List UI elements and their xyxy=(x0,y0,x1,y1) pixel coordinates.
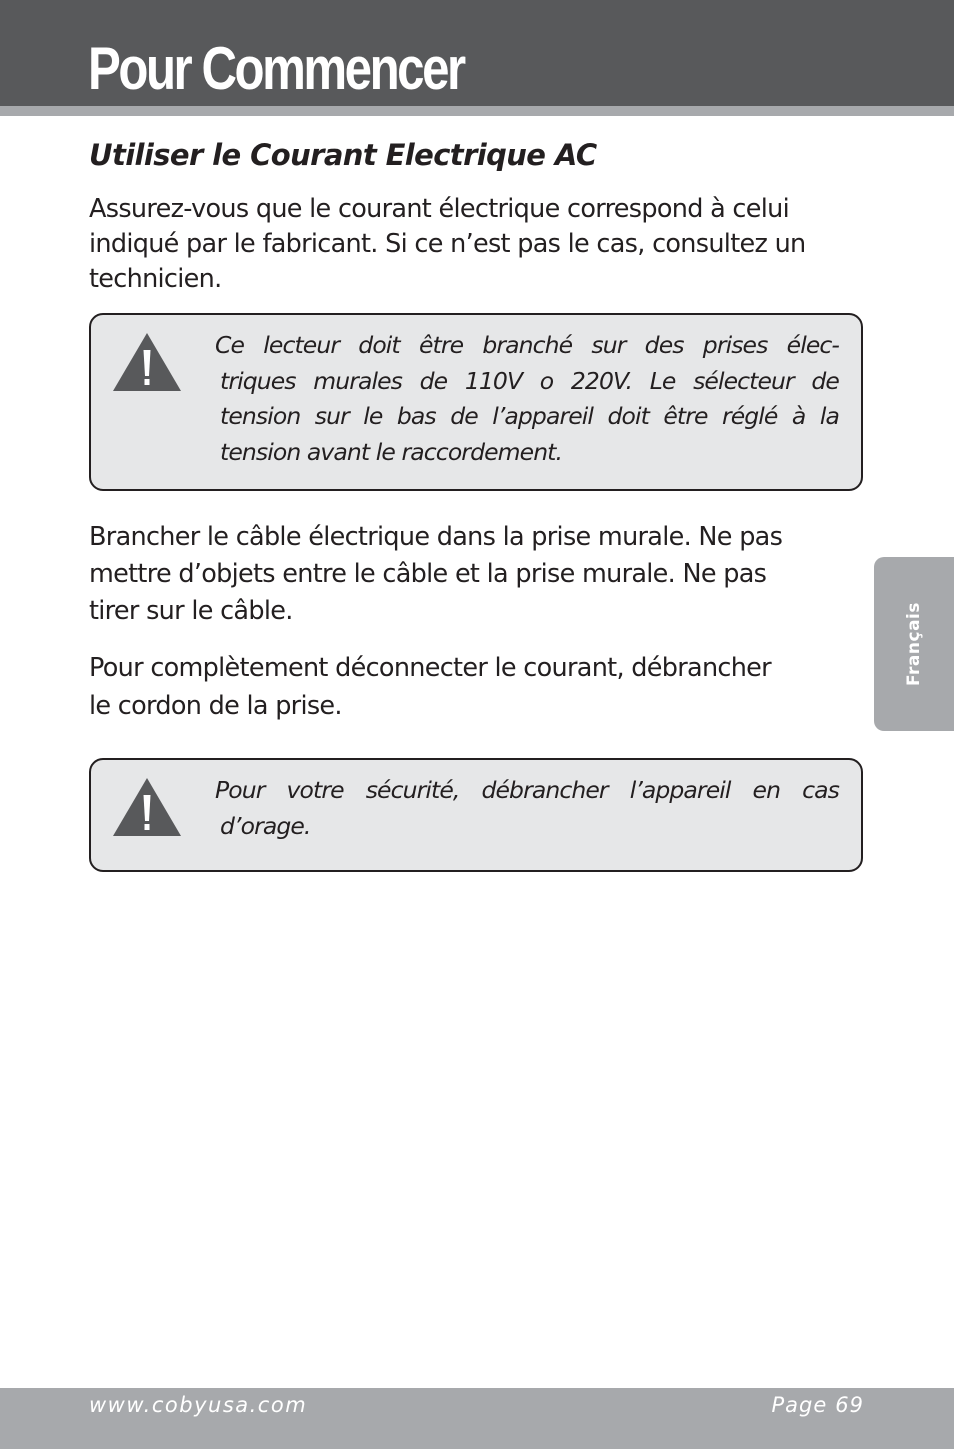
paragraph-line: Brancher le câble électrique dans la prise murale. Ne pas xyxy=(89,522,783,552)
page-number xyxy=(771,1390,864,1420)
page-label: Page xyxy=(771,1393,828,1417)
paragraph-line: le cordon de la prise. xyxy=(89,691,342,721)
paragraph-line: indiqué par le fabricant. Si ce n’est pas le cas, consultez un xyxy=(89,229,806,259)
warning-box-storm xyxy=(89,758,863,872)
paragraph-voltage-check xyxy=(89,192,889,297)
warning-line: triques murales de 110V o 220V. Le sélecteur de xyxy=(220,366,839,395)
warning-triangle-icon xyxy=(113,333,181,393)
warning-line: Ce lecteur doit être branché sur des prises élec- xyxy=(215,331,839,359)
language-tab-label: Français xyxy=(904,602,924,686)
warning-box-voltage xyxy=(89,313,863,491)
paragraph-line: tirer sur le câble. xyxy=(89,596,293,626)
paragraph-line: mettre d’objets entre le câble et la prise murale. Ne pas xyxy=(89,559,767,589)
warning-triangle-icon xyxy=(113,778,181,838)
paragraph-line: technicien. xyxy=(89,264,222,294)
paragraph-line: Pour complètement déconnecter le courant, débrancher xyxy=(89,653,771,683)
language-tab[interactable] xyxy=(874,557,954,731)
header-stripe xyxy=(0,106,954,116)
paragraph-line: Assurez-vous que le courant électrique correspond à celui xyxy=(89,194,789,224)
warning-line: d’orage. xyxy=(220,811,311,840)
paragraph-plug-cable xyxy=(89,519,889,630)
paragraph-disconnect xyxy=(89,649,889,725)
section-heading: Utiliser le Courant Electrique AC xyxy=(89,138,597,172)
warning-line: tension sur le bas de l’appareil doit être réglé à la xyxy=(220,402,839,430)
warning-text xyxy=(215,773,839,844)
page-title: Pour Commencer xyxy=(88,35,464,102)
warning-line: Pour votre sécurité, débrancher l’appareil en cas xyxy=(215,776,839,804)
warning-text xyxy=(215,328,839,470)
footer-website-link[interactable]: www.cobyusa.com xyxy=(89,1393,308,1417)
page-number-value: 69 xyxy=(835,1393,864,1417)
warning-line: tension avant le raccordement. xyxy=(220,437,563,466)
